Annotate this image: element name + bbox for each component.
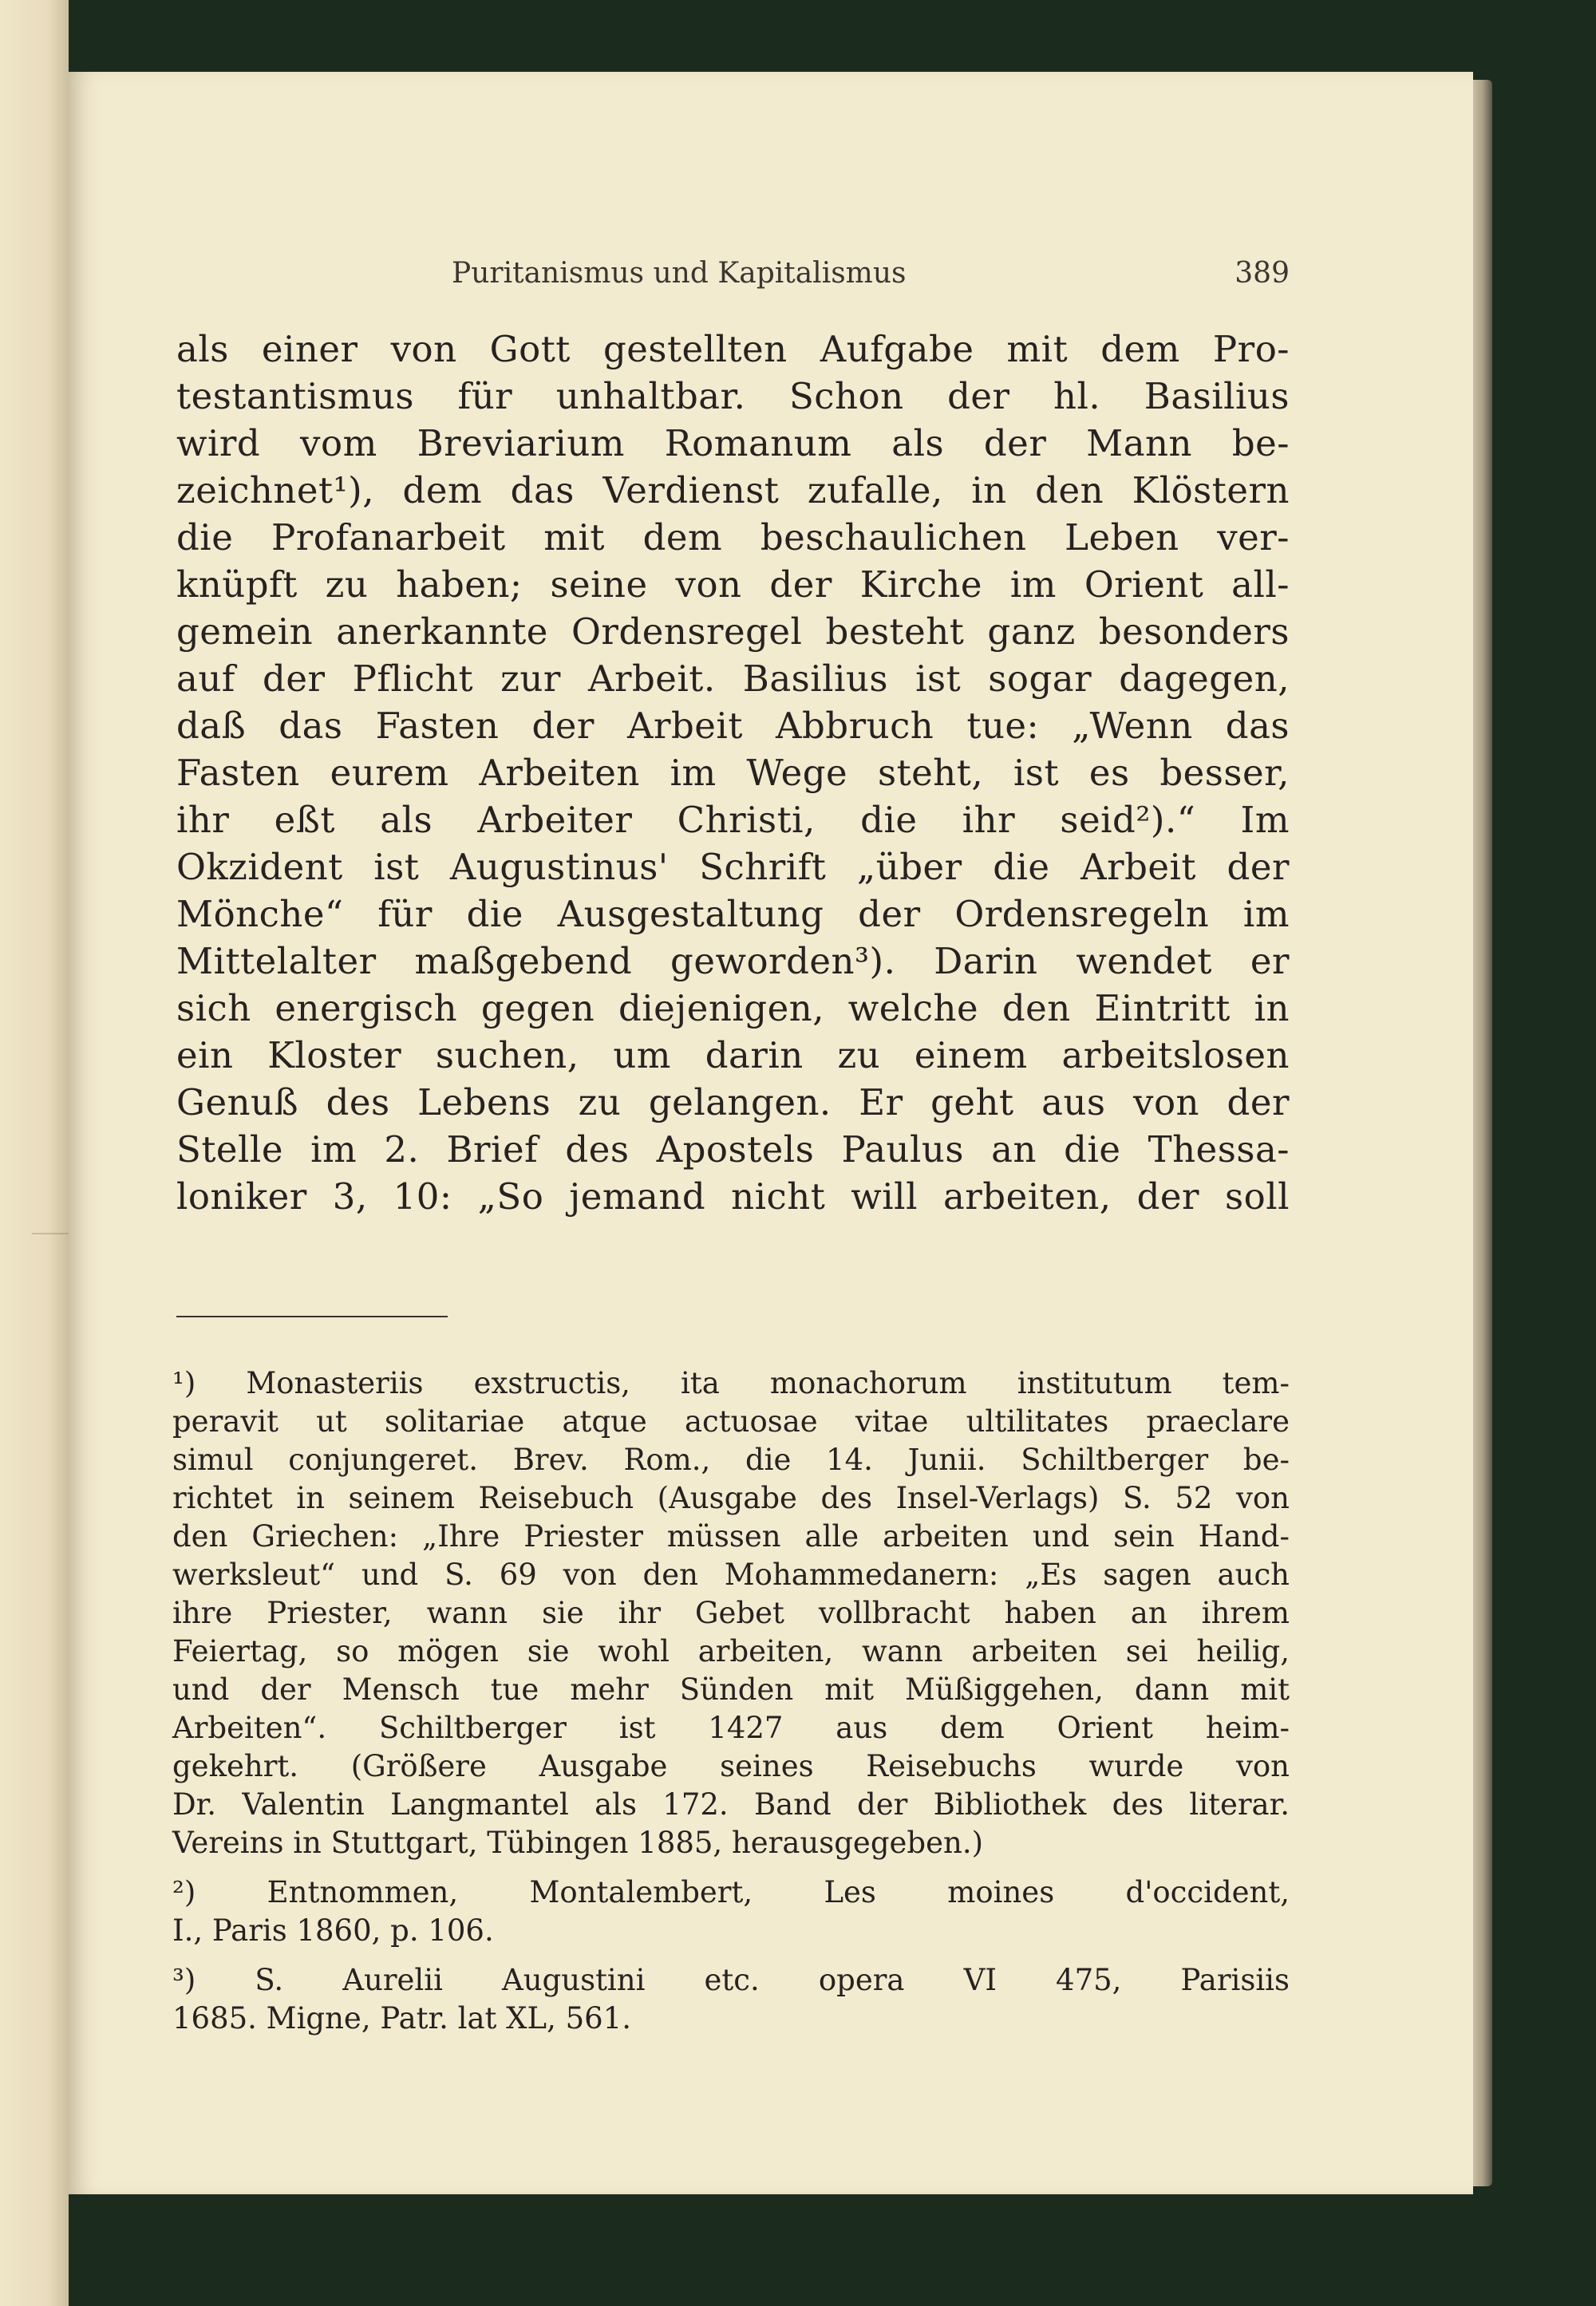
book-page [69,72,1473,2194]
body-line: gemein anerkannte Ordensregel besteht ganz besonders [176,610,1290,653]
footnote-line: Feiertag, so mögen sie wohl arbeiten, wann arbeiten sei heilig, [172,1634,1290,1668]
body-line: daß das Fasten der Arbeit Abbruch tue: „Wenn das [176,705,1290,747]
body-line: Mönche“ für die Ausgestaltung der Ordensregeln im [176,893,1290,935]
body-line: testantismus für unhaltbar. Schon der hl. Basilius [176,375,1290,417]
footnote-line: Vereins in Stuttgart, Tübingen 1885, herausgegeben.) [172,1826,984,1860]
footnote-line: werksleut“ und S. 69 von den Mohammedanern: „Es sagen auch [172,1558,1290,1592]
body-line: Stelle im 2. Brief des Apostels Paulus an die Thessa- [176,1128,1290,1171]
footnote-line: 1685. Migne, Patr. lat XL, 561. [172,2001,631,2036]
body-line: Genuß des Lebens zu gelangen. Er geht aus von der [176,1081,1290,1123]
footnote-line: ¹) Monasteriis exstructis, ita monachorum institutum tem- [172,1366,1290,1400]
footnote-2 [172,1874,1290,1950]
body-line: als einer von Gott gestellten Aufgabe mit dem Pro- [176,328,1290,370]
running-head-title: Puritanismus und Kapitalismus [452,257,907,290]
footnote-line: Arbeiten“. Schiltberger ist 1427 aus dem Orient heim- [172,1711,1290,1745]
body-line: ihr eßt als Arbeiter Christi, die ihr seid²).“ Im [176,799,1290,841]
body-line: Fasten eurem Arbeiten im Wege steht, ist es besser, [176,752,1290,794]
body-line: Okzident ist Augustinus' Schrift „über die Arbeit der [176,846,1290,888]
footnote-line: simul conjungeret. Brev. Rom., die 14. Junii. Schiltberger be- [172,1443,1290,1477]
footnote-1 [172,1364,1290,1862]
footnote-line: peravit ut solitariae atque actuosae vitae ultilitates praeclare [172,1404,1290,1439]
footnote-3 [172,1961,1290,2038]
body-line: sich energisch gegen diejenigen, welche den Eintritt in [176,987,1290,1029]
body-line: auf der Pflicht zur Arbeit. Basilius ist sogar dagegen, [176,657,1290,700]
footnote-line: ²) Entnommen, Montalembert, Les moines d'occident, [172,1875,1290,1909]
footnote-line: den Griechen: „Ihre Priester müssen alle arbeiten und sein Hand- [172,1519,1290,1554]
body-line: ein Kloster suchen, um darin zu einem arbeitslosen [176,1034,1290,1076]
footnote-line: richtet in seinem Reisebuch (Ausgabe des Insel-Verlags) S. 52 von [172,1481,1290,1515]
body-line: Mittelalter maßgebend geworden³). Darin wendet er [176,940,1290,982]
footnotes [172,1364,1290,2038]
body-text [176,326,1290,1220]
footnote-line: I., Paris 1860, p. 106. [172,1913,494,1948]
body-line: zeichnet¹), dem das Verdienst zufalle, in den Klöstern [176,469,1290,511]
page-number: 389 [1235,257,1290,290]
footnote-line: ihre Priester, wann sie ihr Gebet vollbracht haben an ihrem [172,1596,1290,1630]
body-line: die Profanarbeit mit dem beschaulichen Leben ver- [176,516,1290,559]
left-page-edge [0,0,69,2306]
body-line: knüpft zu haben; seine von der Kirche im Orient all- [176,563,1290,606]
body-line: wird vom Breviarium Romanum als der Mann be- [176,422,1290,464]
footnote-rule [176,1316,448,1317]
footnote-line: Dr. Valentin Langmantel als 172. Band der Bibliothek des literar. [172,1787,1290,1822]
footnote-line: und der Mensch tue mehr Sünden mit Müßiggehen, dann mit [172,1672,1290,1707]
footnote-line: ³) S. Aurelii Augustini etc. opera VI 475, Parisiis [172,1963,1290,1997]
body-line: loniker 3, 10: „So jemand nicht will arbeiten, der soll [176,1175,1290,1218]
footnote-line: gekehrt. (Größere Ausgabe seines Reisebuchs wurde von [172,1749,1290,1783]
